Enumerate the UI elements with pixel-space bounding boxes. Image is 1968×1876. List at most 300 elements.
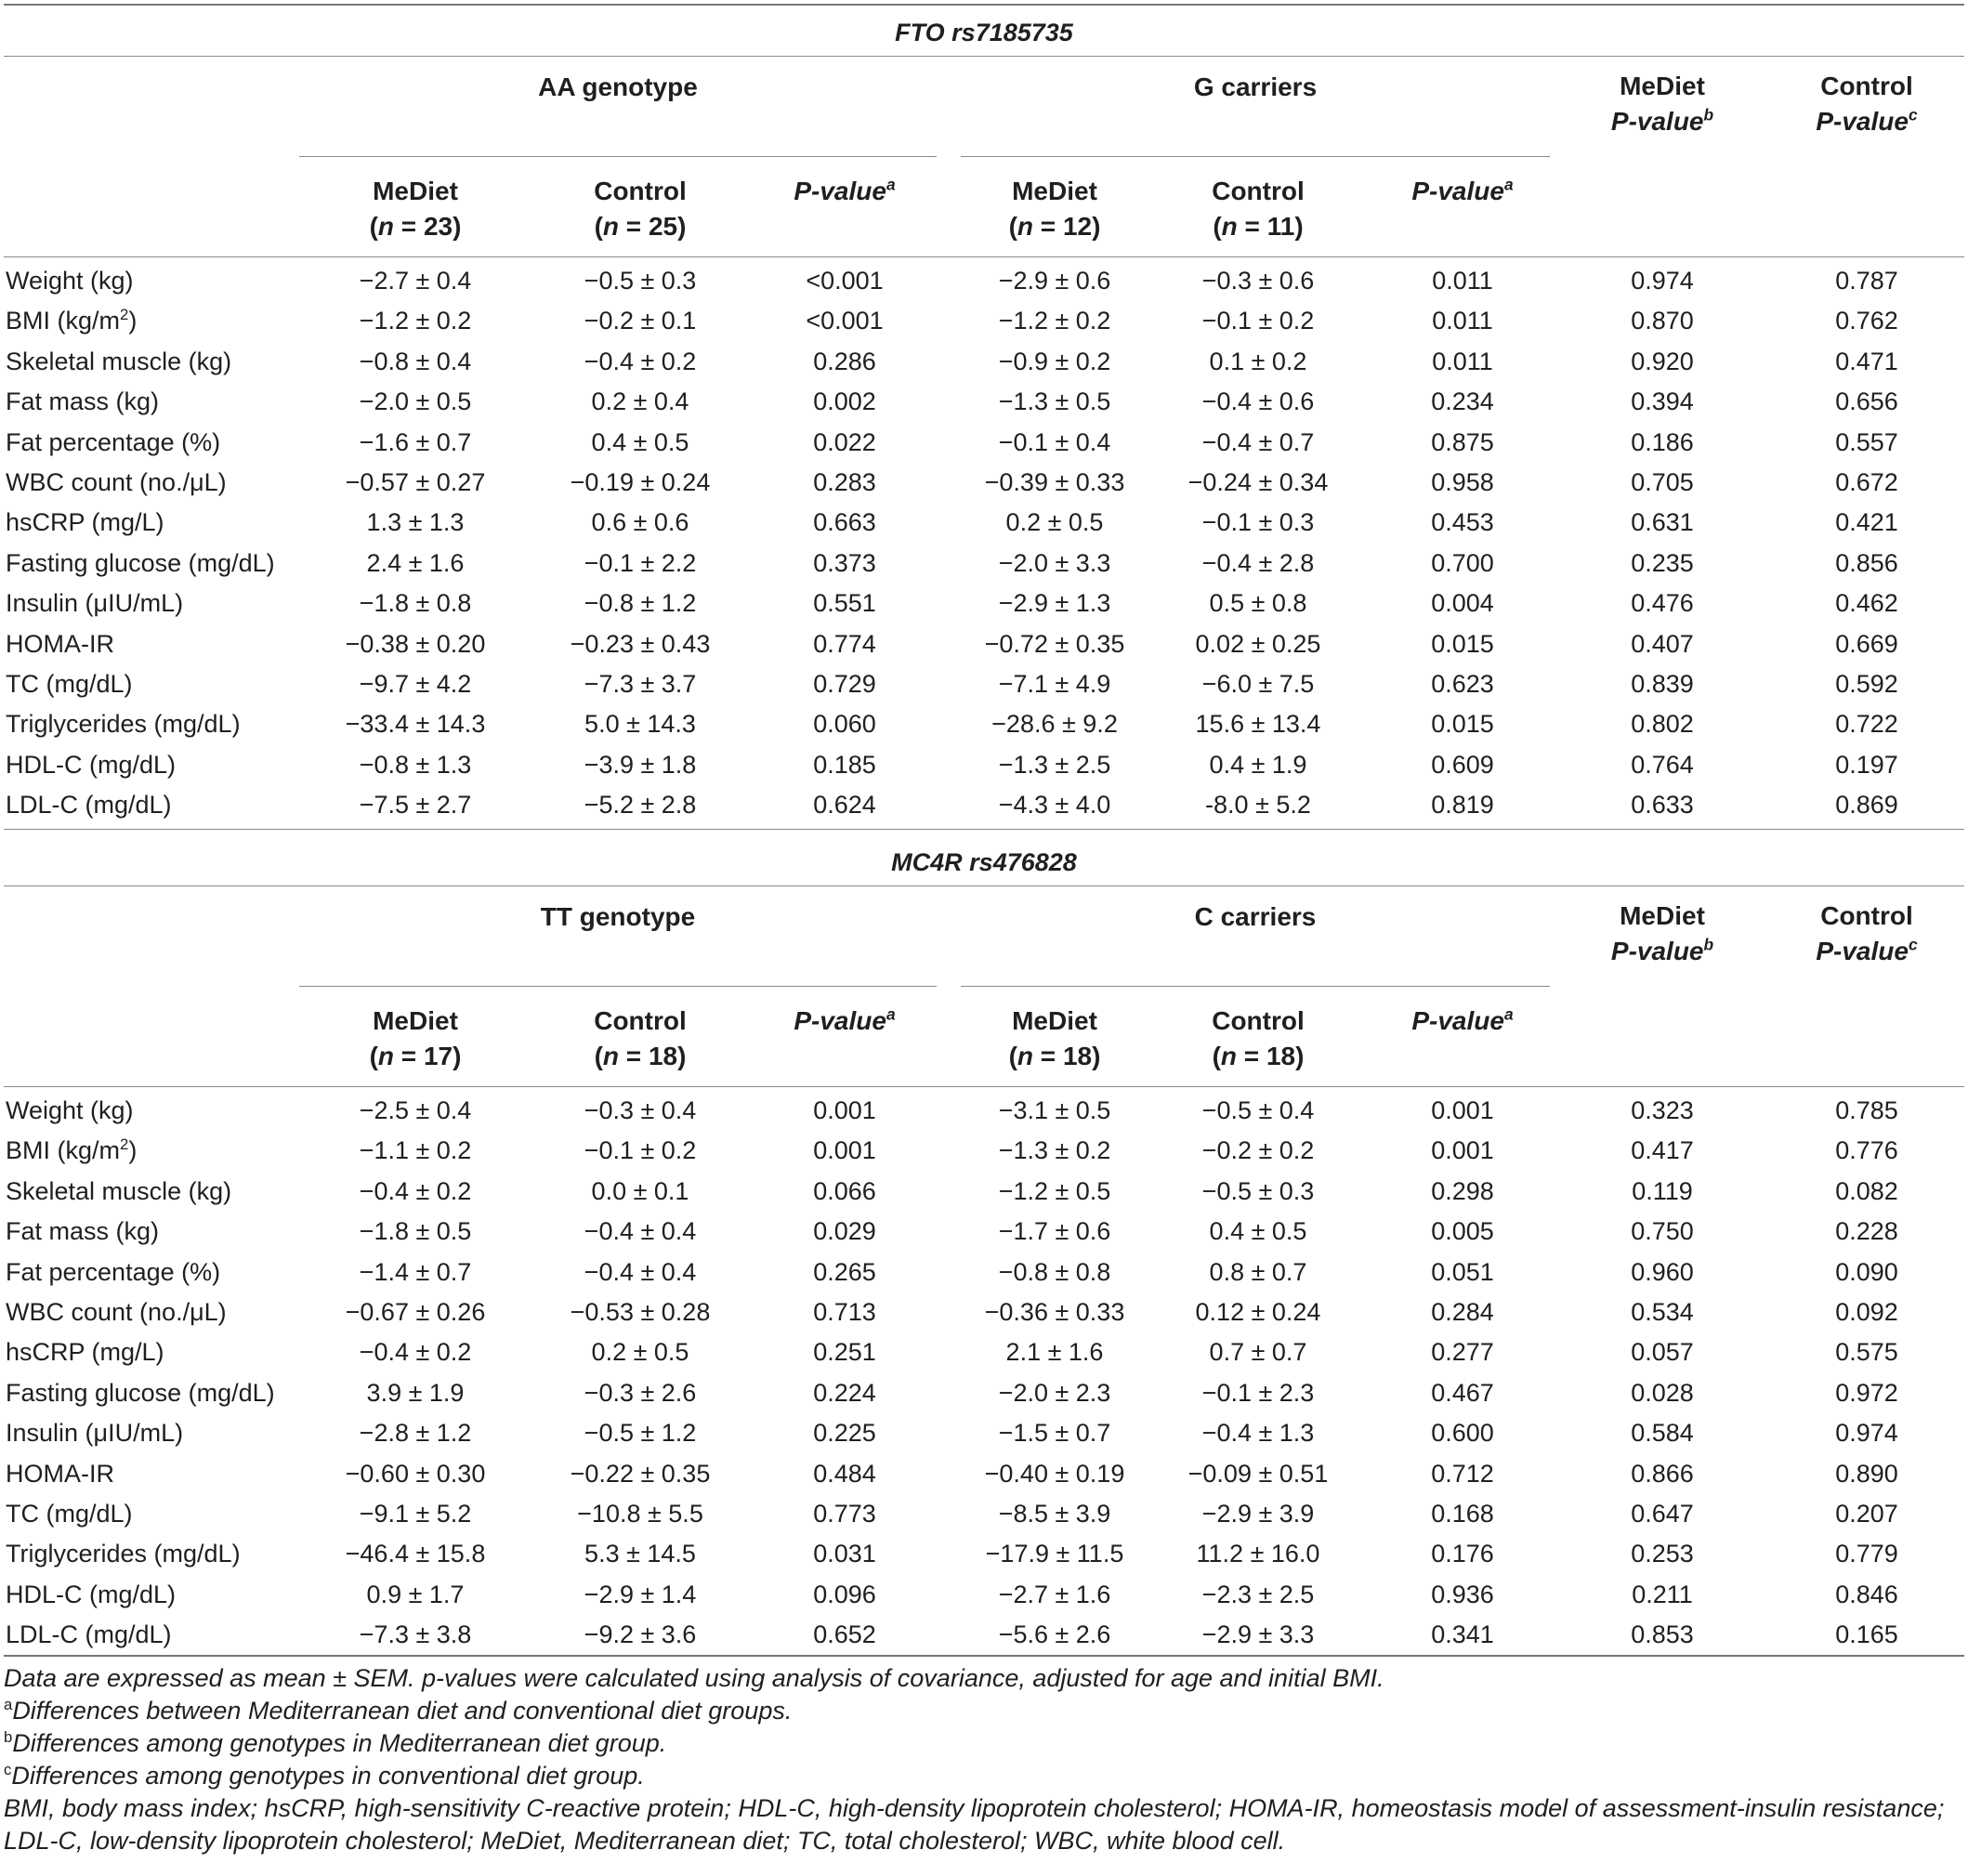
control-g2-value: 0.8 ± 0.7 <box>1209 1257 1307 1286</box>
pvalue-g1: 0.286 <box>813 347 876 375</box>
control-pvalue-c: 0.575 <box>1835 1338 1898 1367</box>
mediet-pvalue-b: 0.960 <box>1631 1257 1694 1286</box>
mediet-pvalue-b: 0.866 <box>1631 1459 1694 1488</box>
pvalue-g2: 0.001 <box>1431 1136 1494 1165</box>
table-row <box>4 584 1964 623</box>
mediet-pvalue-b: 0.870 <box>1631 307 1694 335</box>
table-row <box>4 382 1964 422</box>
footnotes <box>4 1662 1964 1857</box>
pvalue-g1: 0.001 <box>813 1096 876 1124</box>
row-label: LDL-C (mg/dL) <box>6 791 172 820</box>
control-g1-value: −0.19 ± 0.24 <box>570 468 711 496</box>
row-label: Skeletal muscle (kg) <box>6 347 232 375</box>
control-g1-value: 0.2 ± 0.4 <box>591 387 689 416</box>
pvalue-g2: 0.001 <box>1431 1096 1494 1124</box>
mediet-n-header: MeDiet (n = 23) <box>369 177 462 241</box>
mediet-g2-value: −3.1 ± 0.5 <box>998 1096 1111 1124</box>
control-g1-value: 5.3 ± 14.5 <box>584 1540 696 1568</box>
control-pvalue-c: 0.846 <box>1835 1580 1898 1608</box>
mediet-g2-value: −8.5 ± 3.9 <box>998 1500 1111 1528</box>
mediet-g2-value: 2.1 ± 1.6 <box>1005 1338 1104 1367</box>
control-g1-value: −0.5 ± 0.3 <box>584 267 697 295</box>
control-g2-value: −0.5 ± 0.4 <box>1201 1096 1315 1124</box>
control-pvalue-c: 0.787 <box>1835 267 1898 295</box>
control-pvalue-c: 0.776 <box>1835 1136 1898 1165</box>
mediet-g2-value: −4.3 ± 4.0 <box>998 791 1111 820</box>
group2-header: G carriers <box>1193 72 1318 101</box>
control-g2-value: −0.4 ± 1.3 <box>1201 1419 1315 1448</box>
mediet-pvalue-b: 0.417 <box>1631 1136 1694 1165</box>
mediet-g1-value: −9.1 ± 5.2 <box>359 1500 472 1528</box>
mediet-g2-value: −1.2 ± 0.2 <box>998 307 1111 335</box>
control-g1-value: −0.2 ± 0.1 <box>584 307 697 335</box>
mediet-n-header: MeDiet (n = 18) <box>1008 1006 1101 1070</box>
table-row <box>4 1253 1964 1292</box>
control-g1-value: 0.6 ± 0.6 <box>591 508 689 537</box>
row-label: TC (mg/dL) <box>6 1500 133 1528</box>
pvalue-g2: 0.936 <box>1431 1580 1494 1608</box>
row-label: HDL-C (mg/dL) <box>6 1580 177 1608</box>
table-row <box>4 785 1964 825</box>
pvalue-g2: 0.453 <box>1431 508 1494 537</box>
mediet-pvalue-b: 0.253 <box>1631 1540 1694 1568</box>
mediet-g2-value: −1.5 ± 0.7 <box>998 1419 1111 1448</box>
control-pvalue-c: 0.557 <box>1835 427 1898 456</box>
table-row <box>4 1172 1964 1212</box>
mediet-g1-value: −0.4 ± 0.2 <box>359 1176 472 1205</box>
row-label: Insulin (μIU/mL) <box>6 589 184 618</box>
mediet-g1-value: −0.8 ± 0.4 <box>359 347 472 375</box>
pvalue-g1: 0.022 <box>813 427 876 456</box>
pvalue-g1: <0.001 <box>806 267 884 295</box>
pvalue-g2: 0.712 <box>1431 1459 1494 1488</box>
pvalue-g2: 0.277 <box>1431 1338 1494 1367</box>
mediet-g1-value: −0.57 ± 0.27 <box>345 468 486 496</box>
pvalue-g2: 0.609 <box>1431 750 1494 779</box>
table-row <box>4 423 1964 463</box>
mediet-g2-value: −0.39 ± 0.33 <box>984 468 1125 496</box>
row-label: Triglycerides (mg/dL) <box>6 1540 241 1568</box>
control-g2-value: 0.12 ± 0.24 <box>1195 1298 1321 1326</box>
control-g2-value: 11.2 ± 16.0 <box>1196 1540 1320 1568</box>
control-g2-value: −0.4 ± 0.7 <box>1201 427 1315 456</box>
mediet-pvalue-b: 0.839 <box>1631 670 1694 698</box>
pvalue-g2: 0.298 <box>1431 1176 1494 1205</box>
mediet-g1-value: −0.67 ± 0.26 <box>345 1298 486 1326</box>
mediet-g2-value: −28.6 ± 9.2 <box>991 710 1118 739</box>
pvalue-g1: 0.713 <box>813 1298 876 1326</box>
pvalue-g1: 0.729 <box>813 670 876 698</box>
control-g1-value: 0.2 ± 0.5 <box>591 1338 689 1367</box>
table-row <box>4 1454 1964 1494</box>
table-row <box>4 1575 1964 1615</box>
control-pvalue-c: 0.972 <box>1835 1378 1898 1407</box>
pvalue-g1: 0.774 <box>813 629 876 658</box>
control-g1-value: −3.9 ± 1.8 <box>584 750 697 779</box>
mediet-g2-value: −0.9 ± 0.2 <box>998 347 1111 375</box>
table-row <box>4 704 1964 744</box>
pvalue-g1: 0.060 <box>813 710 876 739</box>
control-g2-value: −0.1 ± 0.2 <box>1201 307 1315 335</box>
mediet-pvalue-b: 0.705 <box>1631 468 1694 496</box>
control-pvalue-c-header: Control P-value$^c$ <box>1816 72 1918 136</box>
control-g2-value: −0.2 ± 0.2 <box>1201 1136 1315 1165</box>
control-g1-value: −0.22 ± 0.35 <box>570 1459 711 1488</box>
control-g1-value: −0.4 ± 0.4 <box>584 1217 697 1246</box>
control-g1-value: −0.3 ± 0.4 <box>584 1096 697 1124</box>
pvalue-g1: 0.066 <box>813 1176 876 1205</box>
mediet-pvalue-b: 0.750 <box>1631 1217 1694 1246</box>
pvalue-g2: 0.011 <box>1432 347 1493 375</box>
mediet-g1-value: −7.3 ± 3.8 <box>359 1620 472 1649</box>
control-g2-value: −0.09 ± 0.51 <box>1187 1459 1329 1488</box>
pvalue-g1: 0.663 <box>813 508 876 537</box>
mediet-pvalue-b: 0.028 <box>1631 1378 1694 1407</box>
control-pvalue-c: 0.421 <box>1835 508 1898 537</box>
pvalue-g1: 0.001 <box>813 1136 876 1165</box>
pvalue-g2: 0.600 <box>1431 1419 1494 1448</box>
control-g1-value: 0.4 ± 0.5 <box>591 427 689 456</box>
mediet-g1-value: 2.4 ± 1.6 <box>366 548 465 577</box>
pvalue-g2: 0.467 <box>1431 1378 1494 1407</box>
pvalue-g2: 0.341 <box>1431 1620 1494 1649</box>
control-g1-value: −0.8 ± 1.2 <box>584 589 697 618</box>
pvalue-g2: 0.623 <box>1431 670 1494 698</box>
control-g2-value: −0.4 ± 2.8 <box>1201 548 1315 577</box>
pvalue-a-header: P-value$^a$ <box>1411 175 1514 205</box>
mediet-pvalue-b: 0.974 <box>1631 267 1694 295</box>
mediet-n-header: MeDiet (n = 17) <box>369 1006 462 1070</box>
pvalue-g1: 0.225 <box>813 1419 876 1448</box>
control-g1-value: −0.23 ± 0.43 <box>570 629 711 658</box>
control-n-header: Control (n = 18) <box>1212 1006 1305 1070</box>
pvalue-g2: 0.234 <box>1431 387 1494 416</box>
table-row <box>4 301 1964 341</box>
pvalue-g1: 0.551 <box>813 589 876 618</box>
control-g1-value: −7.3 ± 3.7 <box>584 670 697 698</box>
row-label: WBC count (no./μL) <box>6 468 227 496</box>
mediet-g1-value: 3.9 ± 1.9 <box>366 1378 465 1407</box>
pvalue-g1: 0.652 <box>813 1620 876 1649</box>
row-label: HOMA-IR <box>6 629 114 658</box>
table-row <box>4 1212 1964 1252</box>
mediet-g2-value: −0.1 ± 0.4 <box>998 427 1111 456</box>
mediet-g1-value: −1.4 ± 0.7 <box>359 1257 472 1286</box>
footnote-main: Data are expressed as mean ± SEM. p-values were calculated using analysis of covariance, adjusted for age and initial BMI. <box>4 1664 1384 1692</box>
control-n-header: Control (n = 11) <box>1212 177 1305 241</box>
row-label: BMI $(kg/m^2)$ <box>6 1135 138 1165</box>
pvalue-g1: 0.773 <box>813 1500 876 1528</box>
control-g2-value: −2.9 ± 3.9 <box>1201 1500 1315 1528</box>
row-label: Weight (kg) <box>6 1096 134 1124</box>
control-pvalue-c-header: Control P-value$^c$ <box>1816 901 1918 965</box>
mediet-g1-value: −7.5 ± 2.7 <box>359 791 472 820</box>
row-label: TC (mg/dL) <box>6 670 133 698</box>
control-g1-value: 5.0 ± 14.3 <box>584 710 696 739</box>
table-row <box>4 503 1964 543</box>
table-row <box>4 261 1964 301</box>
control-g1-value: −0.5 ± 1.2 <box>584 1419 697 1448</box>
control-pvalue-c: 0.090 <box>1835 1257 1898 1286</box>
control-n-header: Control (n = 25) <box>594 177 687 241</box>
row-label: hsCRP (mg/L) <box>6 508 164 537</box>
pvalue-g2: 0.958 <box>1431 468 1494 496</box>
mediet-g1-value: −2.0 ± 0.5 <box>359 387 472 416</box>
pvalue-g2: 0.168 <box>1431 1500 1494 1528</box>
mediet-pvalue-b: 0.647 <box>1631 1500 1694 1528</box>
table-row <box>4 1534 1964 1574</box>
mediet-pvalue-b: 0.235 <box>1631 548 1694 577</box>
mediet-pvalue-b: 0.476 <box>1631 589 1694 618</box>
footnote-b: $^b$Differences among genotypes in Mediterranean diet group. <box>4 1728 667 1757</box>
pvalue-g1: 0.031 <box>813 1540 876 1568</box>
mediet-g1-value: −0.38 ± 0.20 <box>345 629 486 658</box>
row-label: Fat percentage (%) <box>6 427 221 456</box>
table-row <box>4 1131 1964 1171</box>
control-pvalue-c: 0.722 <box>1835 710 1898 739</box>
mediet-g1-value: 1.3 ± 1.3 <box>366 508 465 537</box>
control-g2-value: −6.0 ± 7.5 <box>1201 670 1315 698</box>
mediet-g1-value: −2.8 ± 1.2 <box>359 1419 472 1448</box>
control-g2-value: -8.0 ± 5.2 <box>1205 791 1311 820</box>
table-row <box>4 1091 1964 1131</box>
table-row <box>4 1494 1964 1534</box>
mediet-g2-value: −7.1 ± 4.9 <box>998 670 1111 698</box>
control-pvalue-c: 0.207 <box>1835 1500 1898 1528</box>
pvalue-g2: 0.176 <box>1431 1540 1494 1568</box>
gene-title: MC4R rs476828 <box>891 848 1077 876</box>
pvalue-g2: 0.004 <box>1431 589 1494 618</box>
mediet-g1-value: −0.60 ± 0.30 <box>345 1459 486 1488</box>
row-label: Weight (kg) <box>6 267 134 295</box>
mediet-pvalue-b-header: MeDiet P-value$^b$ <box>1610 901 1714 965</box>
control-pvalue-c: 0.092 <box>1835 1298 1898 1326</box>
table-row <box>4 664 1964 704</box>
pvalue-g2: 0.011 <box>1432 307 1493 335</box>
pvalue-g2: 0.015 <box>1431 629 1494 658</box>
mediet-g2-value: −1.2 ± 0.5 <box>998 1176 1111 1205</box>
pvalue-g1: 0.029 <box>813 1217 876 1246</box>
mediet-g1-value: −46.4 ± 15.8 <box>345 1540 486 1568</box>
mediet-pvalue-b-header: MeDiet P-value$^b$ <box>1610 72 1714 136</box>
pvalue-g2: 0.875 <box>1431 427 1494 456</box>
control-g1-value: −0.3 ± 2.6 <box>584 1378 697 1407</box>
row-label: Fasting glucose (mg/dL) <box>6 1378 275 1407</box>
control-pvalue-c: 0.165 <box>1835 1620 1898 1649</box>
row-label: WBC count (no./μL) <box>6 1298 227 1326</box>
row-label: Fat percentage (%) <box>6 1257 221 1286</box>
control-g2-value: −0.1 ± 2.3 <box>1201 1378 1315 1407</box>
mediet-g1-value: −1.8 ± 0.8 <box>359 589 472 618</box>
mediet-pvalue-b: 0.534 <box>1631 1298 1694 1326</box>
mediet-pvalue-b: 0.186 <box>1631 427 1694 456</box>
mediet-g1-value: −33.4 ± 14.3 <box>345 710 486 739</box>
row-label: HOMA-IR <box>6 1459 114 1488</box>
table-row <box>4 624 1964 664</box>
gene-title: FTO rs7185735 <box>895 19 1073 46</box>
control-pvalue-c: 0.869 <box>1835 791 1898 820</box>
mediet-pvalue-b: 0.802 <box>1631 710 1694 739</box>
mediet-g2-value: −1.7 ± 0.6 <box>998 1217 1111 1246</box>
table-row <box>4 1615 1964 1655</box>
mediet-g2-value: −0.72 ± 0.35 <box>984 629 1125 658</box>
pvalue-g1: 0.283 <box>813 468 876 496</box>
control-g1-value: 0.0 ± 0.1 <box>591 1176 689 1205</box>
footnote-c: $^c$Differences among genotypes in conventional diet group. <box>4 1761 645 1790</box>
pvalue-g2: 0.700 <box>1431 548 1494 577</box>
control-g2-value: 0.1 ± 0.2 <box>1209 347 1307 375</box>
control-pvalue-c: 0.974 <box>1835 1419 1898 1448</box>
mediet-g1-value: −0.4 ± 0.2 <box>359 1338 472 1367</box>
row-label: BMI $(kg/m^2)$ <box>6 306 138 335</box>
mediet-g2-value: −2.0 ± 2.3 <box>998 1378 1111 1407</box>
pvalue-g1: 0.002 <box>813 387 876 416</box>
table-row <box>4 463 1964 503</box>
mediet-g1-value: 0.9 ± 1.7 <box>366 1580 465 1608</box>
mediet-g2-value: −2.9 ± 0.6 <box>998 267 1111 295</box>
table-row <box>4 1292 1964 1332</box>
control-g1-value: −9.2 ± 3.6 <box>584 1620 697 1649</box>
control-pvalue-c: 0.462 <box>1835 589 1898 618</box>
pvalue-g1: 0.096 <box>813 1580 876 1608</box>
control-g2-value: 0.5 ± 0.8 <box>1209 589 1307 618</box>
mediet-pvalue-b: 0.584 <box>1631 1419 1694 1448</box>
table-row <box>4 1373 1964 1413</box>
pvalue-g2: 0.819 <box>1431 791 1494 820</box>
control-pvalue-c: 0.856 <box>1835 548 1898 577</box>
control-g2-value: 0.4 ± 0.5 <box>1209 1217 1307 1246</box>
mediet-g1-value: −1.8 ± 0.5 <box>359 1217 472 1246</box>
control-pvalue-c: 0.669 <box>1835 629 1898 658</box>
control-g2-value: −2.3 ± 2.5 <box>1201 1580 1315 1608</box>
row-label: LDL-C (mg/dL) <box>6 1620 172 1649</box>
mediet-g2-value: −2.7 ± 1.6 <box>998 1580 1111 1608</box>
pvalue-g1: 0.251 <box>813 1338 876 1367</box>
mediet-pvalue-b: 0.057 <box>1631 1338 1694 1367</box>
mediet-g1-value: −0.8 ± 1.3 <box>359 750 472 779</box>
pvalue-g2: 0.051 <box>1431 1257 1494 1286</box>
pvalue-g2: 0.015 <box>1431 710 1494 739</box>
control-pvalue-c: 0.762 <box>1835 307 1898 335</box>
control-g1-value: −0.53 ± 0.28 <box>570 1298 711 1326</box>
control-g1-value: −0.4 ± 0.2 <box>584 347 697 375</box>
control-g2-value: −0.24 ± 0.34 <box>1187 468 1329 496</box>
pvalue-a-header: P-value$^a$ <box>794 1004 896 1035</box>
control-g1-value: −0.4 ± 0.4 <box>584 1257 697 1286</box>
row-label: Skeletal muscle (kg) <box>6 1176 232 1205</box>
pvalue-g2: 0.284 <box>1431 1298 1494 1326</box>
control-g1-value: −0.1 ± 0.2 <box>584 1136 697 1165</box>
mediet-g1-value: −1.6 ± 0.7 <box>359 427 472 456</box>
control-pvalue-c: 0.672 <box>1835 468 1898 496</box>
mediet-pvalue-b: 0.394 <box>1631 387 1694 416</box>
mediet-pvalue-b: 0.323 <box>1631 1096 1694 1124</box>
group1-header: AA genotype <box>538 72 698 101</box>
mediet-n-header: MeDiet (n = 12) <box>1008 177 1101 241</box>
table-row <box>4 745 1964 785</box>
table-row <box>4 342 1964 382</box>
mediet-g2-value: −2.0 ± 3.3 <box>998 548 1111 577</box>
control-g2-value: 0.4 ± 1.9 <box>1209 750 1307 779</box>
mediet-g1-value: −2.7 ± 0.4 <box>359 267 472 295</box>
mediet-pvalue-b: 0.211 <box>1632 1580 1693 1608</box>
mediet-pvalue-b: 0.407 <box>1631 629 1694 658</box>
pvalue-a-header: P-value$^a$ <box>794 175 896 205</box>
pvalue-g1: 0.373 <box>813 548 876 577</box>
control-g1-value: −10.8 ± 5.5 <box>577 1500 703 1528</box>
control-g2-value: 0.02 ± 0.25 <box>1195 629 1321 658</box>
control-pvalue-c: 0.785 <box>1835 1096 1898 1124</box>
mediet-g2-value: −0.40 ± 0.19 <box>984 1459 1125 1488</box>
pvalue-g1: 0.185 <box>813 750 876 779</box>
control-pvalue-c: 0.779 <box>1835 1540 1898 1568</box>
mediet-g2-value: −1.3 ± 0.5 <box>998 387 1111 416</box>
row-label: Insulin (μIU/mL) <box>6 1419 184 1448</box>
control-g2-value: 15.6 ± 13.4 <box>1195 710 1321 739</box>
mediet-g2-value: −0.8 ± 0.8 <box>998 1257 1111 1286</box>
mediet-g1-value: −9.7 ± 4.2 <box>359 670 472 698</box>
pvalue-g1: 0.624 <box>813 791 876 820</box>
control-g2-value: −2.9 ± 3.3 <box>1201 1620 1315 1649</box>
row-label: Fat mass (kg) <box>6 1217 160 1246</box>
mediet-pvalue-b: 0.633 <box>1631 791 1694 820</box>
mediet-g2-value: −0.36 ± 0.33 <box>984 1298 1125 1326</box>
control-pvalue-c: 0.890 <box>1835 1459 1898 1488</box>
group2-header: C carriers <box>1194 902 1317 931</box>
mediet-pvalue-b: 0.764 <box>1631 750 1694 779</box>
control-g2-value: −0.4 ± 0.6 <box>1201 387 1315 416</box>
mediet-g2-value: −1.3 ± 2.5 <box>998 750 1111 779</box>
mediet-pvalue-b: 0.853 <box>1631 1620 1694 1649</box>
pvalue-g1: 0.224 <box>813 1378 876 1407</box>
footnote-a: $^a$Differences between Mediterranean diet and conventional diet groups. <box>4 1696 793 1725</box>
row-label: Fasting glucose (mg/dL) <box>6 548 275 577</box>
control-g2-value: 0.7 ± 0.7 <box>1209 1338 1307 1367</box>
row-label: hsCRP (mg/L) <box>6 1338 164 1367</box>
pvalue-g2: 0.005 <box>1431 1217 1494 1246</box>
control-pvalue-c: 0.082 <box>1835 1176 1898 1205</box>
control-pvalue-c: 0.471 <box>1835 347 1898 375</box>
control-g2-value: −0.5 ± 0.3 <box>1201 1176 1315 1205</box>
mediet-g2-value: −5.6 ± 2.6 <box>998 1620 1111 1649</box>
footnote-abbreviations: BMI, body mass index; hsCRP, high-sensitivity C-reactive protein; HDL-C, high-density lipoprotein cholesterol; HOMA-IR, homeostasis model of assessment-insulin resistance; LDL-C, low-density lipoprotein cholesterol; MeDiet, Mediterranean diet; TC, total cholesterol; WBC, white blood cell. <box>4 1794 1945 1855</box>
table-row <box>4 544 1964 584</box>
control-g1-value: −5.2 ± 2.8 <box>584 791 697 820</box>
table-row <box>4 1332 1964 1372</box>
pvalue-g1: 0.265 <box>813 1257 876 1286</box>
mediet-g2-value: −2.9 ± 1.3 <box>998 589 1111 618</box>
mediet-g1-value: −1.1 ± 0.2 <box>359 1136 472 1165</box>
row-label: Fat mass (kg) <box>6 387 160 416</box>
pvalue-g2: 0.011 <box>1432 267 1493 295</box>
mediet-pvalue-b: 0.119 <box>1632 1176 1693 1205</box>
table-row <box>4 1413 1964 1453</box>
mediet-pvalue-b: 0.920 <box>1631 347 1694 375</box>
control-g2-value: −0.1 ± 0.3 <box>1201 508 1315 537</box>
control-g1-value: −2.9 ± 1.4 <box>584 1580 697 1608</box>
mediet-pvalue-b: 0.631 <box>1631 508 1694 537</box>
control-g2-value: −0.3 ± 0.6 <box>1201 267 1315 295</box>
mediet-g1-value: −2.5 ± 0.4 <box>359 1096 472 1124</box>
mediet-g2-value: −1.3 ± 0.2 <box>998 1136 1111 1165</box>
control-pvalue-c: 0.592 <box>1835 670 1898 698</box>
row-label: Triglycerides (mg/dL) <box>6 710 241 739</box>
pvalue-g1: 0.484 <box>813 1459 876 1488</box>
control-pvalue-c: 0.197 <box>1835 750 1898 779</box>
pvalue-a-header: P-value$^a$ <box>1411 1004 1514 1035</box>
mediet-g1-value: −1.2 ± 0.2 <box>359 307 472 335</box>
control-pvalue-c: 0.656 <box>1835 387 1898 416</box>
